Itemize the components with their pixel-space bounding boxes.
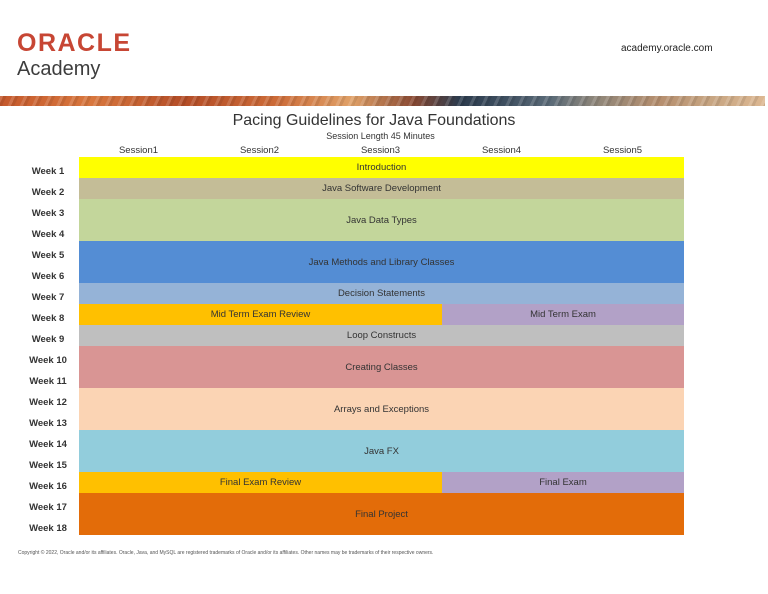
week-label: Week 17 xyxy=(29,502,67,513)
page-title: Pacing Guidelines for Java Foundations xyxy=(232,112,516,129)
week-label: Week 13 xyxy=(29,418,67,429)
week-label: Week 16 xyxy=(29,481,67,492)
block-introduction: Introduction xyxy=(79,157,684,178)
block-creating-classes: Creating Classes xyxy=(79,346,684,388)
block-java-methods: Java Methods and Library Classes xyxy=(79,241,684,283)
block-java-software-development: Java Software Development xyxy=(79,178,684,199)
academy-logo-text: Academy xyxy=(17,58,101,80)
session-header: Session4 xyxy=(481,145,522,156)
week-label: Week 15 xyxy=(29,460,67,471)
block-java-fx: Java FX xyxy=(79,430,684,472)
week-label: Week 14 xyxy=(29,439,67,450)
week-label: Week 2 xyxy=(31,187,65,198)
week-label: Week 7 xyxy=(31,292,65,303)
week-label: Week 11 xyxy=(29,376,67,387)
block-java-data-types: Java Data Types xyxy=(79,199,684,241)
block-arrays-exceptions: Arrays and Exceptions xyxy=(79,388,684,430)
block-decision-statements: Decision Statements xyxy=(79,283,684,304)
block-final-exam-review: Final Exam Review xyxy=(79,472,442,493)
week-label: Week 6 xyxy=(31,271,65,282)
block-loop-constructs: Loop Constructs xyxy=(79,325,684,346)
week-label: Week 4 xyxy=(31,229,65,240)
session-header: Session5 xyxy=(602,145,643,156)
week-label: Week 9 xyxy=(31,334,65,345)
week-label: Week 3 xyxy=(31,208,65,219)
copyright-notice: Copyright © 2022, Oracle and/or its affiliates. Oracle, Java, and MySQL are registered trademarks of Oracle and/or its affiliates. Other names may be trademarks of their respective owners. xyxy=(18,550,434,556)
block-final-project: Final Project xyxy=(79,493,684,535)
oracle-logo: ORACLE xyxy=(17,29,132,57)
week-label: Week 5 xyxy=(31,250,65,261)
session-header: Session1 xyxy=(118,145,159,156)
decorative-banner xyxy=(0,96,765,106)
session-header: Session3 xyxy=(360,145,401,156)
week-label: Week 12 xyxy=(29,397,67,408)
week-label: Week 8 xyxy=(31,313,65,324)
session-header: Session2 xyxy=(239,145,280,156)
week-label: Week 18 xyxy=(29,523,67,534)
week-label: Week 1 xyxy=(31,166,65,177)
block-final-exam: Final Exam xyxy=(442,472,684,493)
week-label: Week 10 xyxy=(29,355,67,366)
block-mid-term-exam: Mid Term Exam xyxy=(442,304,684,325)
session-length-subtitle: Session Length 45 Minutes xyxy=(326,131,435,141)
block-mid-term-exam-review: Mid Term Exam Review xyxy=(79,304,442,325)
site-url: academy.oracle.com xyxy=(621,43,713,54)
